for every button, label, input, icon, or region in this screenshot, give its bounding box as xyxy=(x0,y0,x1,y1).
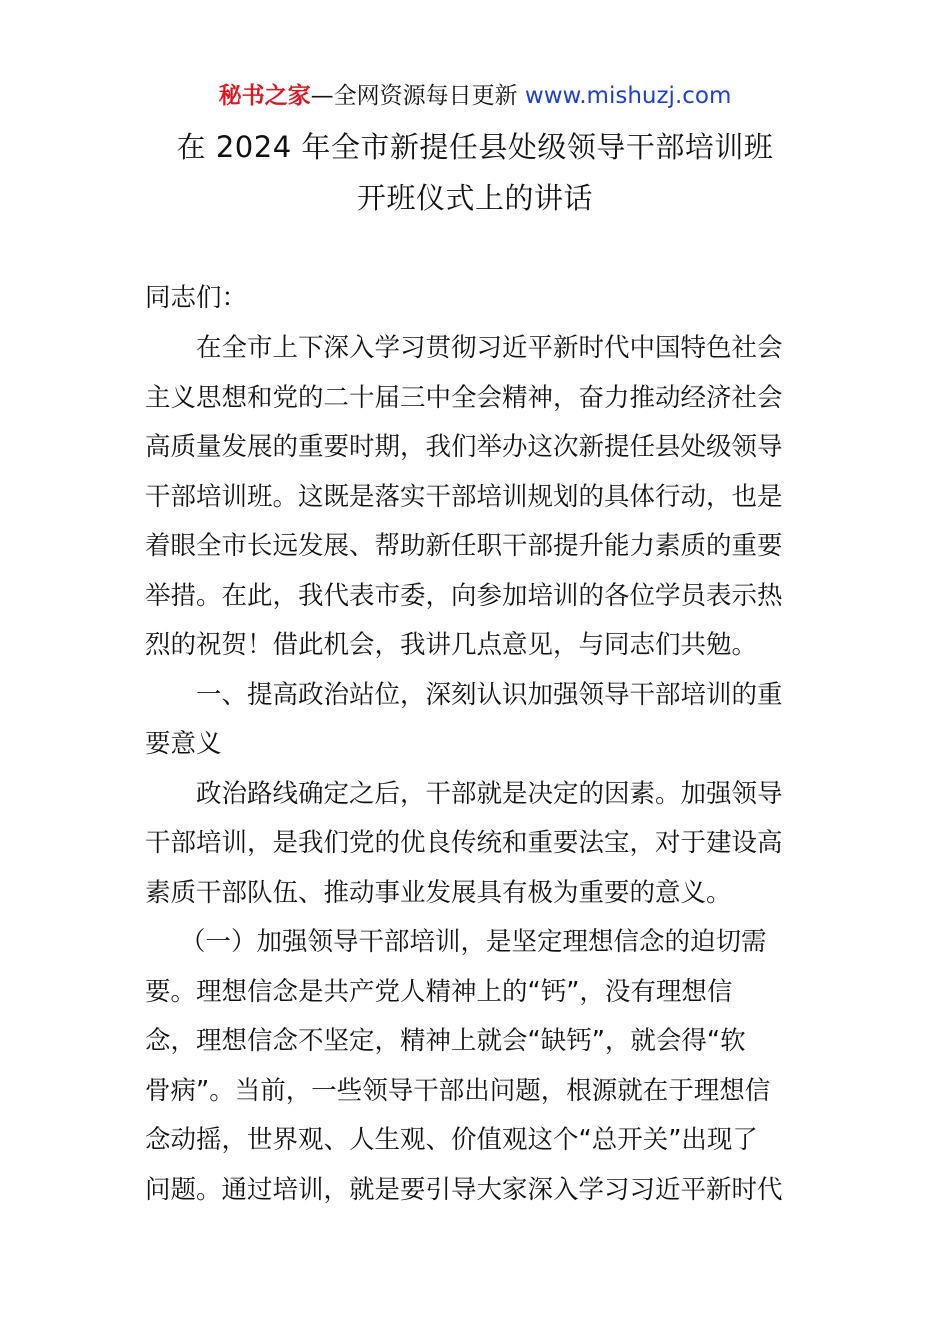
body-line: 素质干部队伍、推动事业发展具有极为重要的意义。 xyxy=(145,878,732,908)
body-line: 干部培训，是我们党的优良传统和重要法宝，对于建设高 xyxy=(145,828,783,858)
body-line: 干部培训班。这既是落实干部培训规划的具体行动，也是 xyxy=(145,482,783,512)
document-title-line-2: 开班仪式上的讲话 xyxy=(356,181,593,215)
body-line: 问题。通过培训，就是要引导大家深入学习习近平新时代 xyxy=(145,1175,783,1205)
site-url-link[interactable]: www.mishuzj.com xyxy=(524,83,732,109)
site-header xyxy=(0,80,950,112)
body-line: 着眼全市长远发展、帮助新任职干部提升能力素质的重要 xyxy=(145,531,783,561)
body-line: 烈的祝贺！借此机会，我讲几点意见，与同志们共勉。 xyxy=(145,630,758,660)
body-line: 念，理想信念不坚定，精神上就会“缺钙”，就会得“软 xyxy=(145,1026,746,1056)
header-tagline: —全网资源每日更新 xyxy=(310,83,518,109)
section-heading-line: 要意义 xyxy=(145,729,222,759)
brand-name: 秘书之家 xyxy=(218,83,311,109)
body-line: 在全市上下深入学习贯彻习近平新时代中国特色社会 xyxy=(196,333,783,363)
body-line: 高质量发展的重要时期，我们举办这次新提任县处级领导 xyxy=(145,432,783,462)
body-line: 要。理想信念是共产党人精神上的“钙”，没有理想信 xyxy=(145,977,733,1007)
body-line: 主义思想和党的二十届三中全会精神，奋力推动经济社会 xyxy=(145,383,783,413)
subsection-line: （一）加强领导干部培训，是坚定理想信念的迫切需 xyxy=(180,927,767,957)
document-title-line-1: 在 2024 年全市新提任县处级领导干部培训班 xyxy=(176,130,774,164)
body-line: 念动摇，世界观、人生观、价值观这个“总开关”出现了 xyxy=(145,1125,758,1155)
salutation: 同志们： xyxy=(145,283,248,313)
body-line: 骨病”。当前，一些领导干部出问题，根源就在于理想信 xyxy=(145,1076,771,1106)
body-line: 政治路线确定之后，干部就是决定的因素。加强领导 xyxy=(196,779,783,809)
section-heading-line: 一、提高政治站位，深刻认识加强领导干部培训的重 xyxy=(196,680,783,710)
body-line: 举措。在此，我代表市委，向参加培训的各位学员表示热 xyxy=(145,581,783,611)
